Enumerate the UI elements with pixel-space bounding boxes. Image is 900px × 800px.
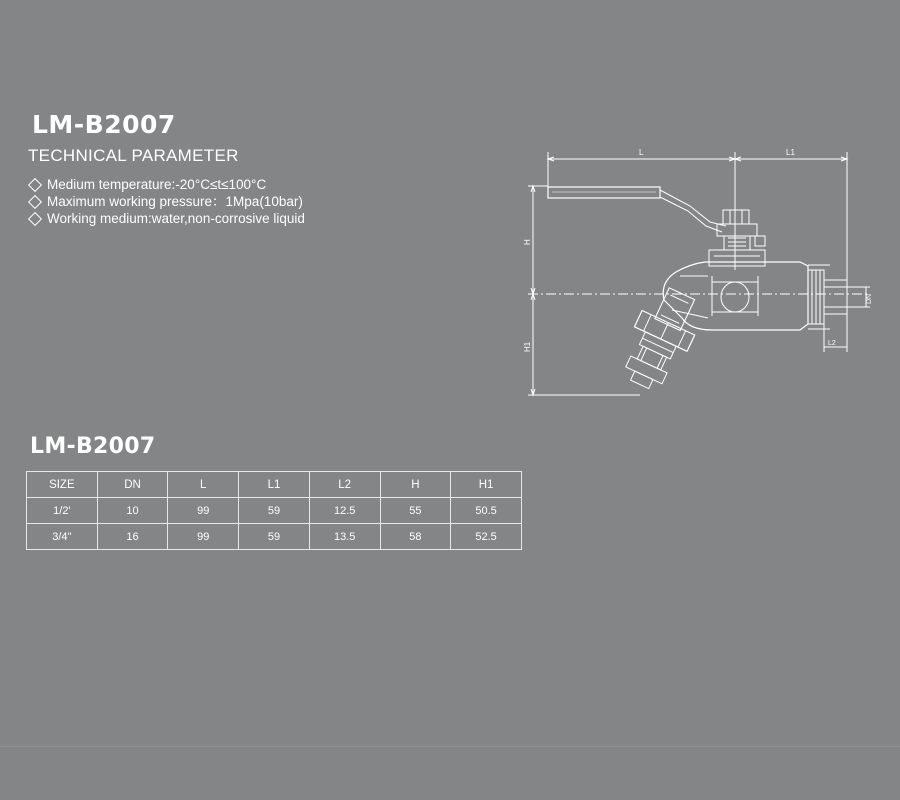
diamond-bullet-icon <box>28 194 42 208</box>
header-h1: H1 <box>451 472 522 498</box>
diamond-bullet-icon <box>28 211 42 225</box>
header-h: H <box>380 472 451 498</box>
table-cell: 13.5 <box>309 524 380 550</box>
header-size: SIZE <box>27 472 98 498</box>
diamond-bullet-icon <box>28 177 42 191</box>
table-cell: 1/2' <box>27 498 98 524</box>
table-cell: 3/4" <box>27 524 98 550</box>
spec-table-title: LM-B2007 <box>30 434 156 459</box>
label-dn: DN <box>866 293 873 304</box>
label-l: L <box>639 148 644 157</box>
header-dn: DN <box>97 472 168 498</box>
table-row <box>27 524 522 550</box>
parameter-text: Maximum working pressure：1Mpa(10bar) <box>47 194 303 209</box>
bottom-divider <box>0 746 900 747</box>
label-l2: L2 <box>828 340 836 347</box>
table-cell: 52.5 <box>451 524 522 550</box>
table-cell: 59 <box>239 524 310 550</box>
parameter-list <box>27 176 305 227</box>
header-l1: L1 <box>239 472 310 498</box>
table-row <box>27 498 522 524</box>
table-cell: 16 <box>97 524 168 550</box>
header-l: L <box>168 472 239 498</box>
label-l1: L1 <box>786 148 795 157</box>
parameter-item <box>27 210 305 227</box>
spec-table <box>26 471 522 550</box>
table-cell: 50.5 <box>451 498 522 524</box>
label-h1: H1 <box>523 341 532 352</box>
table-cell: 99 <box>168 498 239 524</box>
table-cell: 10 <box>97 498 168 524</box>
table-cell: 59 <box>239 498 310 524</box>
table-cell: 12.5 <box>309 498 380 524</box>
label-h: H <box>523 239 532 245</box>
technical-parameter-heading: TECHNICAL PARAMETER <box>28 146 239 165</box>
table-cell: 55 <box>380 498 451 524</box>
model-title: LM-B2007 <box>32 110 176 139</box>
header-l2: L2 <box>309 472 380 498</box>
parameter-text: Medium temperature:-20°C≤t≤100°C <box>47 177 267 192</box>
table-header-row <box>27 472 522 498</box>
table-cell: 99 <box>168 524 239 550</box>
parameter-item <box>27 193 305 210</box>
parameter-item <box>27 176 305 193</box>
table-cell: 58 <box>380 524 451 550</box>
valve-technical-drawing <box>520 140 873 410</box>
parameter-text: Working medium:water,non-corrosive liquid <box>47 211 305 226</box>
